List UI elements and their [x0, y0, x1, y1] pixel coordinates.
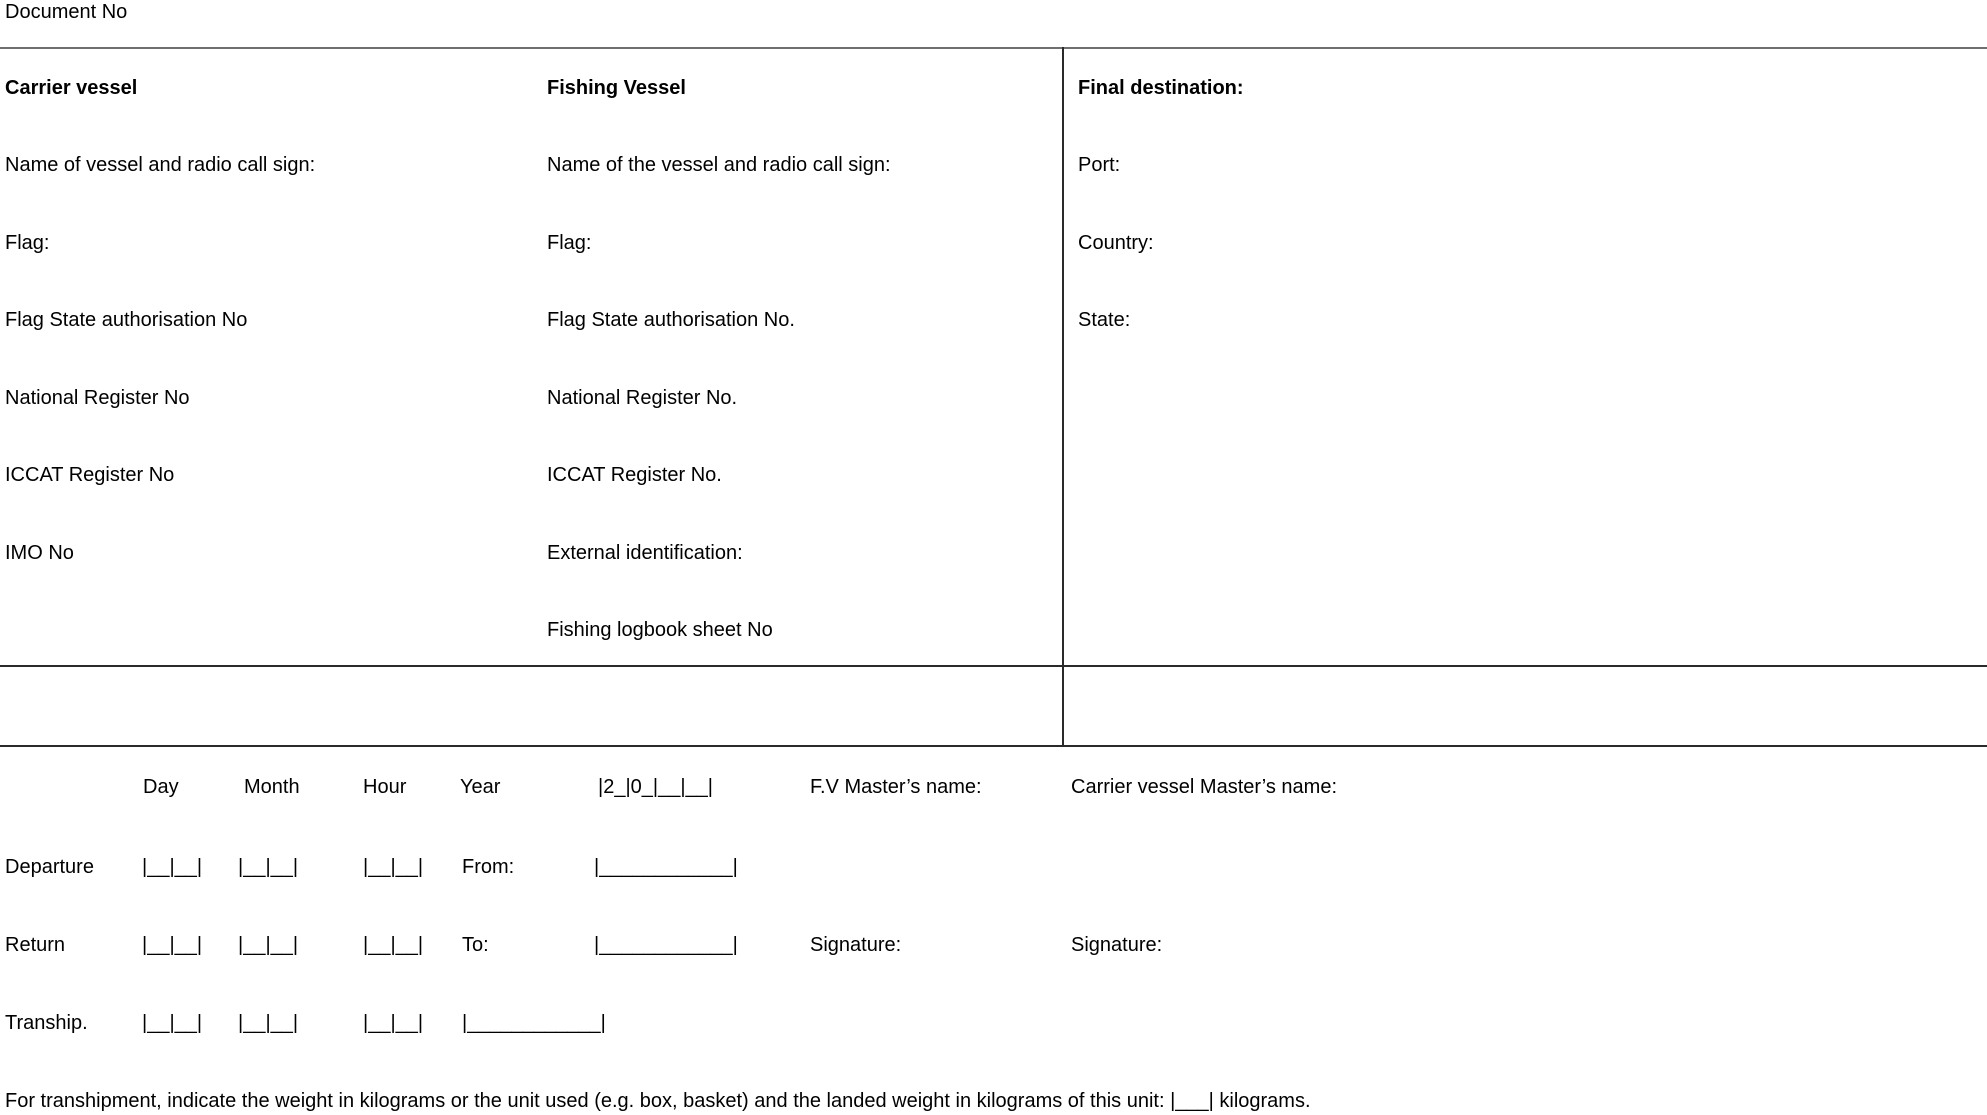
return-to-label: To: [462, 934, 489, 956]
carrier-signature-label: Signature: [1071, 934, 1163, 956]
fishing-flag-state-authorisation-label: Flag State authorisation No. [547, 309, 795, 331]
col-header-year: Year [460, 776, 501, 798]
year-entry-boxes[interactable]: |2_|0_|__|__| [598, 776, 713, 798]
fishing-vessel-title: Fishing Vessel [547, 77, 686, 99]
row-label-return: Return [5, 934, 66, 956]
carrier-name-callsign-label: Name of vessel and radio call sign: [5, 154, 316, 176]
departure-month-box[interactable]: |__|__| [238, 856, 299, 878]
final-destination-title: Final destination: [1078, 77, 1244, 99]
carrier-master-name-label: Carrier vessel Master’s name: [1071, 776, 1338, 798]
return-to-box[interactable]: |____________| [594, 934, 738, 956]
schedule-section-top-rule [0, 745, 1987, 747]
carrier-vessel-title: Carrier vessel [5, 77, 138, 99]
col-header-month: Month [244, 776, 300, 798]
fishing-flag-label: Flag: [547, 232, 592, 254]
tranship-day-box[interactable]: |__|__| [142, 1012, 203, 1034]
carrier-iccat-register-label: ICCAT Register No [5, 464, 175, 486]
row-label-departure: Departure [5, 856, 94, 878]
carrier-imo-label: IMO No [5, 542, 74, 564]
carrier-national-register-label: National Register No [5, 387, 190, 409]
tranship-hour-box[interactable]: |__|__| [363, 1012, 424, 1034]
document-no-label: Document No [5, 1, 128, 23]
departure-from-box[interactable]: |____________| [594, 856, 738, 878]
carrier-flag-state-authorisation-label: Flag State authorisation No [5, 309, 248, 331]
fishing-iccat-register-label: ICCAT Register No. [547, 464, 722, 486]
col-header-hour: Hour [363, 776, 407, 798]
departure-hour-box[interactable]: |__|__| [363, 856, 424, 878]
top-rule [0, 47, 1987, 49]
return-hour-box[interactable]: |__|__| [363, 934, 424, 956]
vessel-section-bottom-rule [0, 665, 1987, 667]
return-day-box[interactable]: |__|__| [142, 934, 203, 956]
destination-country-label: Country: [1078, 232, 1154, 254]
row-label-tranship: Tranship. [5, 1012, 88, 1034]
carrier-flag-label: Flag: [5, 232, 50, 254]
fishing-logbook-sheet-label: Fishing logbook sheet No [547, 619, 773, 641]
departure-day-box[interactable]: |__|__| [142, 856, 203, 878]
destination-state-label: State: [1078, 309, 1131, 331]
tranship-month-box[interactable]: |__|__| [238, 1012, 299, 1034]
fishing-external-identification-label: External identification: [547, 542, 743, 564]
tranship-location-box[interactable]: |____________| [462, 1012, 606, 1034]
return-month-box[interactable]: |__|__| [238, 934, 299, 956]
col-header-day: Day [143, 776, 179, 798]
fishing-national-register-label: National Register No. [547, 387, 738, 409]
fv-master-name-label: F.V Master’s name: [810, 776, 982, 798]
fishing-name-callsign-label: Name of the vessel and radio call sign: [547, 154, 891, 176]
fv-signature-label: Signature: [810, 934, 902, 956]
destination-port-label: Port: [1078, 154, 1121, 176]
departure-from-label: From: [462, 856, 515, 878]
vertical-divider [1062, 47, 1064, 747]
transhipment-weight-note: For transhipment, indicate the weight in kilograms or the unit used (e.g. box, basket) and the landed weight in kilograms of this unit: |___| kilograms. [5, 1090, 1311, 1112]
